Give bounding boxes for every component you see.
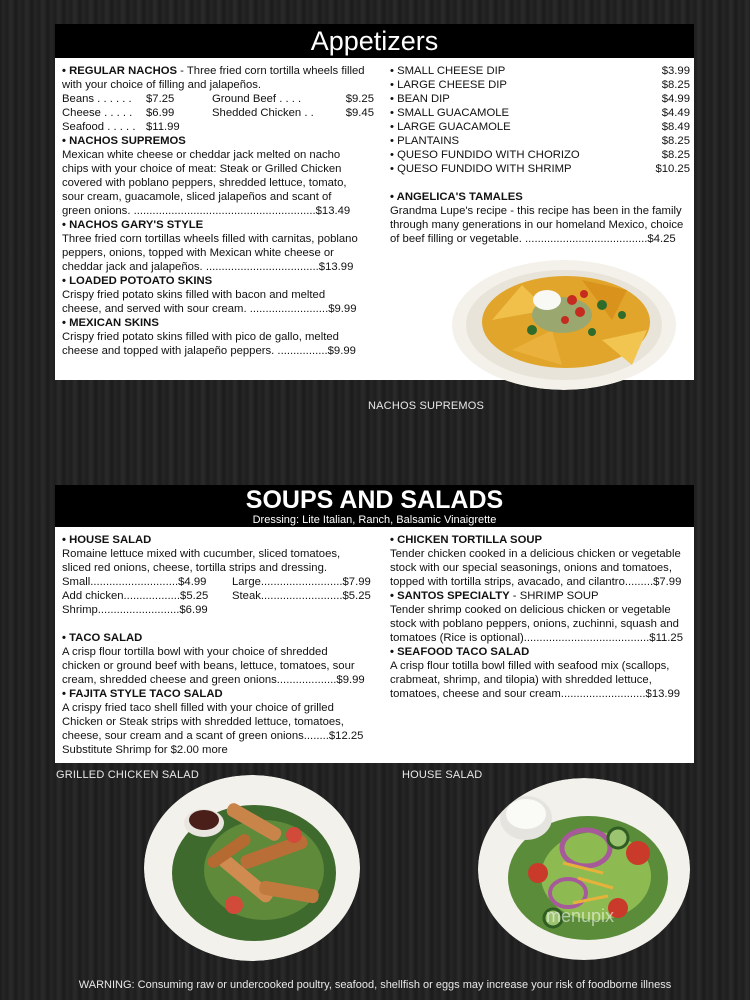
item-text: Crispy fried potato skins filled with pico de gallo, melted [62, 331, 339, 343]
price-grid-cell: $6.99 [146, 107, 175, 119]
price-grid-cell: Beans . . . . . . [62, 93, 132, 105]
item-text: Substitute Shrimp for $2.00 more [62, 744, 228, 756]
item-text: - SHRIMP SOUP [509, 590, 599, 602]
item-text: peppers, onions, topped with Mexican white cheese or [62, 247, 334, 259]
dip-price: $8.49 [661, 121, 690, 133]
tamales-desc: through many generations in our homeland Mexico, choice [390, 219, 684, 231]
price-pair-cell [232, 603, 374, 617]
item-text: cheese, and served with sour cream. .........................$9.99 [62, 303, 357, 315]
item-text: Tender shrimp cooked on delicious chicken or vegetable [390, 604, 671, 616]
menu-line [390, 603, 690, 617]
item-text: cheddar jack and jalapeños. ....................................$13.99 [62, 261, 354, 273]
item-name: • MEXICAN SKINS [62, 317, 159, 329]
menu-line [62, 729, 374, 743]
dip-item [390, 64, 690, 78]
dip-name: • LARGE CHEESE DIP [390, 79, 507, 91]
item-text: Crispy fried potato skins filled with bacon and melted [62, 289, 326, 301]
menu-line [62, 148, 374, 162]
menu-line [62, 232, 374, 246]
dip-price: $4.49 [661, 107, 690, 119]
menu-line [62, 260, 374, 274]
price-grid-cell: $11.99 [146, 121, 180, 133]
menu-line [62, 246, 374, 260]
house-salad-photo [478, 778, 690, 961]
dip-item [390, 148, 690, 162]
price-grid-row [62, 120, 374, 134]
dip-name: • QUESO FUNDIDO WITH CHORIZO [390, 149, 580, 161]
dip-name: • SMALL GUACAMOLE [390, 107, 510, 119]
menu-line [390, 673, 690, 687]
menu-line [390, 631, 690, 645]
menu-line [390, 659, 690, 673]
warning-text: WARNING: Consuming raw or undercooked poultry, seafood, shellfish or eggs may increase your risk of foodborne illness [78, 979, 672, 991]
tamales-name: • ANGELICA'S TAMALES [390, 191, 523, 203]
item-text: stock with our special seasonings, onions and tomatoes, [390, 562, 672, 574]
nachos-caption: NACHOS SUPREMOS [368, 400, 485, 412]
price-pair-cell: Small............................$4.99 [62, 576, 207, 588]
menu-line [62, 743, 374, 757]
item-text: covered with poblano peppers, shredded lettuce, tomato, [62, 177, 347, 189]
menu-line [62, 547, 374, 561]
price-pair-row [62, 603, 374, 617]
item-text: cream, shredded cheese and green onions...................$9.99 [62, 674, 365, 686]
item-text: crabmeat, shrimp, and tilopia) with shredded lettuce, [390, 674, 652, 686]
menu-line [62, 176, 374, 190]
menu-line [62, 687, 374, 701]
item-text: A crispy fried taco shell filled with your choice of grilled [62, 702, 334, 714]
item-name: • SANTOS SPECIALTY [390, 590, 510, 602]
menu-line [62, 302, 374, 316]
price-pair-cell: Large..........................$7.99 [232, 576, 371, 588]
tamales-desc: of beef filling or vegetable. .......................................$4.25 [390, 233, 676, 245]
menu-line [62, 561, 374, 575]
dip-item [390, 92, 690, 106]
item-name: • SEAFOOD TACO SALAD [390, 646, 530, 658]
item-name: • CHICKEN TORTILLA SOUP [390, 534, 543, 546]
item-text: stock with poblano peppers, onions, zuchinni, squash and [390, 618, 679, 630]
item-name: • HOUSE SALAD [62, 534, 152, 546]
price-pair-row [62, 589, 374, 603]
price-grid-cell [342, 120, 374, 134]
price-grid-cell: $7.25 [146, 93, 175, 105]
item-text: Tender chicken cooked in a delicious chicken or vegetable [390, 548, 681, 560]
dip-name: • BEAN DIP [390, 93, 450, 105]
price-grid-row [62, 92, 374, 106]
dip-price: $4.99 [661, 93, 690, 105]
item-text: A crisp flour totilla bowl filled with seafood mix (scallops, [390, 660, 670, 672]
price-pair-cell: Shrimp..........................$6.99 [62, 604, 208, 616]
price-grid-cell: $9.25 [345, 93, 374, 105]
item-text: tomatoes, cheese and sour cream...........................$13.99 [390, 688, 681, 700]
spacer [62, 617, 374, 631]
menu-line [390, 589, 690, 603]
item-name: • NACHOS GARY'S STYLE [62, 219, 204, 231]
soups-panel [55, 527, 694, 763]
menu-line [62, 204, 374, 218]
item-name: • REGULAR NACHOS [62, 65, 178, 77]
grilled-chicken-salad-photo [144, 775, 360, 961]
price-grid-cell [212, 120, 342, 134]
price-grid-cell: $9.45 [345, 107, 374, 119]
dip-item [390, 134, 690, 148]
menu-line [62, 274, 374, 288]
menu-line [62, 64, 374, 78]
menu-line [390, 617, 690, 631]
menu-line [62, 330, 374, 344]
price-pair-cell: Add chicken..................$5.25 [62, 590, 209, 602]
dressing-subtitle: Dressing: Lite Italian, Ranch, Balsamic Vinaigrette [252, 514, 497, 526]
item-text: Romaine lettuce mixed with cucumber, sliced tomatoes, [62, 548, 341, 560]
dip-name: • SMALL CHEESE DIP [390, 65, 506, 77]
menu-line [390, 687, 690, 701]
menu-line [62, 701, 374, 715]
spacer [390, 176, 690, 190]
item-name: • LOADED POTOATO SKINS [62, 275, 213, 287]
item-text: chicken or ground beef with beans, lettuce, tomatoes, sour [62, 660, 355, 672]
menu-line [62, 533, 374, 547]
price-pair-row [62, 575, 374, 589]
dip-price: $8.25 [661, 135, 690, 147]
item-text: chips with your choice of meat: Steak or Grilled Chicken [62, 163, 342, 175]
menu-line [62, 190, 374, 204]
item-text: with your choice of filling and jalapeños. [62, 79, 262, 91]
item-text: sliced red onions, cheese, tortilla strips and dressing. [62, 562, 327, 574]
menu-line [62, 162, 374, 176]
menu-line [62, 316, 374, 330]
menu-line [390, 533, 690, 547]
house-salad-caption: HOUSE SALAD [402, 769, 483, 781]
tamales-desc: Grandma Lupe's recipe - this recipe has been in the family [390, 205, 682, 217]
dip-item [390, 120, 690, 134]
dip-price: $8.25 [661, 149, 690, 161]
menu-line [62, 344, 374, 358]
menu-line [62, 645, 374, 659]
menu-line [62, 134, 374, 148]
item-text: tomatoes (Rice is optional)........................................$11.25 [390, 632, 683, 644]
menu-line [62, 631, 374, 645]
appetizers-left-column [62, 64, 374, 358]
soups-header [55, 485, 694, 527]
item-text: A crisp flour tortilla bowl with your choice of shredded [62, 646, 328, 658]
dip-name: • PLANTAINS [390, 135, 460, 147]
dip-price: $3.99 [661, 65, 690, 77]
appetizers-title: Appetizers [310, 26, 439, 56]
menu-line [62, 288, 374, 302]
item-text: sour cream, guacamole, sliced jalapeños and scant of [62, 191, 332, 203]
menu-line [62, 218, 374, 232]
item-text: Three fried corn tortillas wheels filled with carnitas, poblano [62, 233, 358, 245]
item-text: cheese, sour cream and a scant of green onions........$12.25 [62, 730, 364, 742]
dip-price: $10.25 [655, 163, 690, 175]
menu-line [62, 715, 374, 729]
item-name: • TACO SALAD [62, 632, 143, 644]
appetizers-header [55, 24, 694, 58]
price-grid-cell: Cheese . . . . . [62, 107, 133, 119]
price-pair-cell: Steak..........................$5.25 [232, 590, 371, 602]
dip-item [390, 78, 690, 92]
menu-line [62, 78, 374, 92]
price-grid-cell: Shedded Chicken . . [212, 107, 314, 119]
item-text: - Three fried corn tortilla wheels filled [177, 65, 365, 77]
grilled-chicken-caption: GRILLED CHICKEN SALAD [56, 769, 199, 781]
item-text: green onions. ..........................................................$13.49 [62, 205, 351, 217]
item-text: Mexican white cheese or cheddar jack melted on nacho [62, 149, 341, 161]
soups-right-column [390, 533, 690, 701]
menu-line [62, 659, 374, 673]
dip-name: • QUESO FUNDIDO WITH SHRIMP [390, 163, 572, 175]
price-grid-row [62, 106, 374, 120]
item-text: Chicken or Steak strips with shredded lettuce, tomatoes, [62, 716, 344, 728]
item-text: cheese and topped with jalapeño peppers. ................$9.99 [62, 345, 356, 357]
item-name: • NACHOS SUPREMOS [62, 135, 186, 147]
dip-price: $8.25 [661, 79, 690, 91]
soups-left-column [62, 533, 374, 757]
menu-line [62, 673, 374, 687]
item-name: • FAJITA STYLE TACO SALAD [62, 688, 223, 700]
dip-name: • LARGE GUACAMOLE [390, 121, 511, 133]
menu-line [390, 561, 690, 575]
dip-item [390, 106, 690, 120]
menu-line [390, 645, 690, 659]
appetizers-right-column [390, 64, 690, 246]
item-text: topped with tortilla strips, avacado, and cilantro.........$7.99 [390, 576, 682, 588]
soups-title: SOUPS AND SALADS [245, 486, 504, 514]
dip-item [390, 162, 690, 176]
menu-line [390, 547, 690, 561]
menu-line [390, 575, 690, 589]
nachos-supremos-photo [452, 260, 676, 390]
price-grid-cell: Seafood . . . . . [62, 121, 136, 133]
menupix-watermark: menupix [546, 906, 615, 926]
price-grid-cell: Ground Beef . . . . [212, 93, 302, 105]
